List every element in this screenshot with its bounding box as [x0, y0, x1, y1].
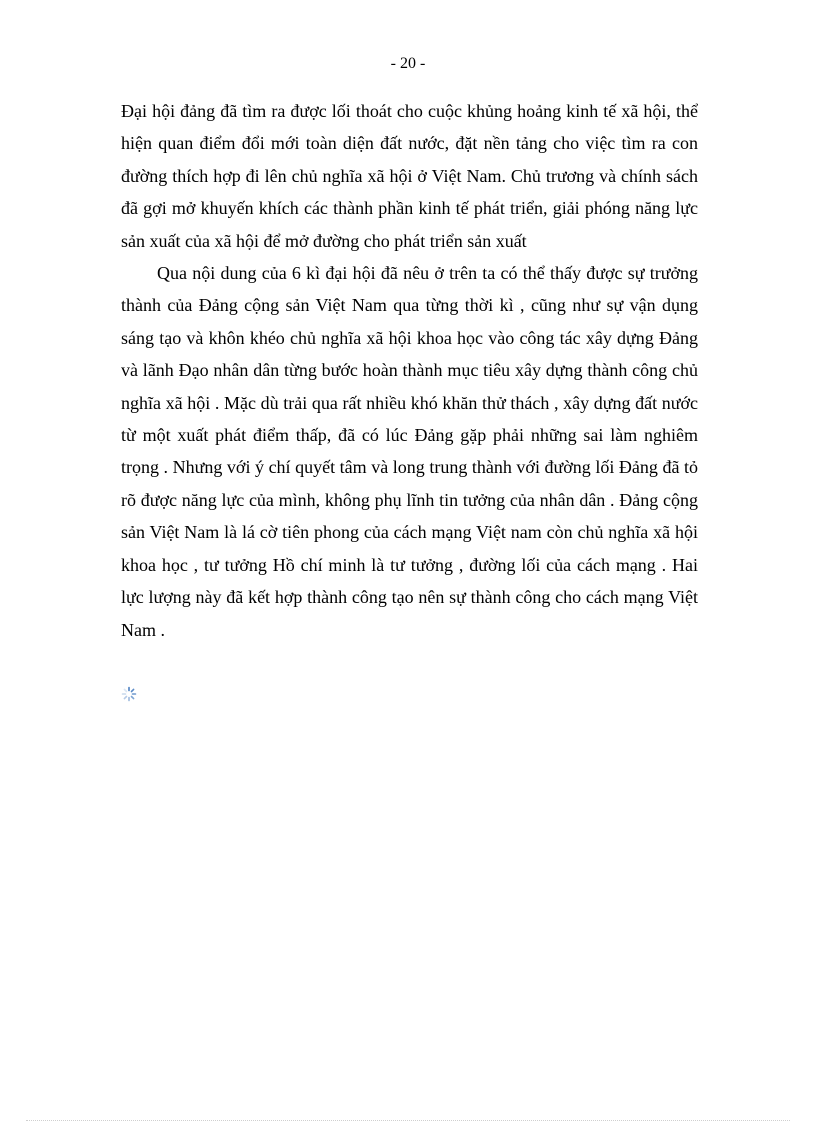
page-number: - 20 - [390, 55, 426, 72]
loading-spinner-icon [121, 686, 137, 702]
body-text [121, 95, 698, 646]
loading-spinner-svg [121, 686, 137, 702]
paragraph-1: Đại hội đảng đã tìm ra được lối thoát cho cuộc khủng hoảng kinh tế xã hội, thể hiện quan điểm đổi mới toàn diện đất nước, đặt nền tảng cho việc tìm ra con đường thích hợp đi lên chủ nghĩa xã hội ở Việt Nam. Chủ trương và chính sách đã gợi mở khuyến khích các thành phần kinh tế phát triển, giải phóng năng lực sản xuất của xã hội để mở đường cho phát triển sản xuất [121, 101, 698, 251]
paragraph-2: Qua nội dung của 6 kì đại hội đã nêu ở trên ta có thể thấy được sự trưởng thành của Đảng cộng sản Việt Nam qua từng thời kì , cũng như sự vận dụng sáng tạo và khôn khéo chủ nghĩa xã hội khoa học vào công tác xây dựng Đảng và lãnh Đạo nhân dân từng bước hoàn thành mục tiêu xây dựng thành công chủ nghĩa xã hội . Mặc dù trải qua rất nhiều khó khăn thử thách , xây dựng đất nước từ một xuất phát điểm thấp, đã có lúc Đảng gặp phải những sai làm nghiêm trọng . Nhưng với ý chí quyết tâm và long trung thành với đường lối Đảng đã tỏ rõ được năng lực của mình, không phụ lĩnh tin tưởng của nhân dân . Đảng cộng sản Việt Nam là lá cờ tiên phong của cách mạng Việt nam còn chủ nghĩa xã hội khoa học , tư tưởng Hồ chí minh là tư tưởng , đường lối của cách mạng . Hai lực lượng này đã kết hợp thành công tạo nên sự thành công cho cách mạng Việt Nam . [121, 263, 698, 640]
page-bottom-border [26, 1120, 790, 1121]
